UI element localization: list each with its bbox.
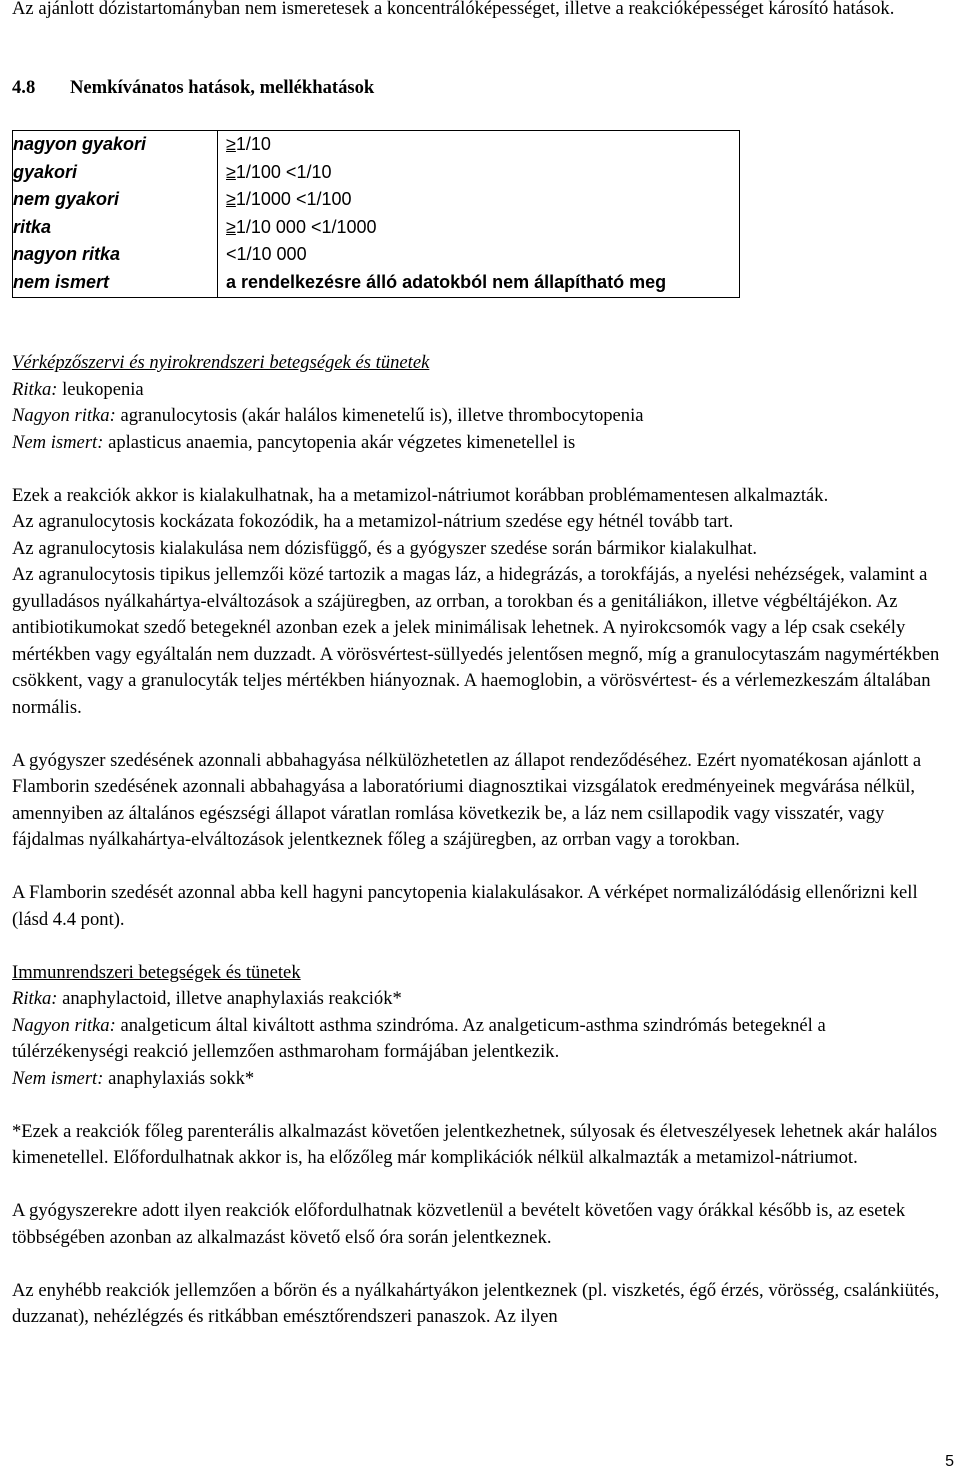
paragraph: A gyógyszerekre adott ilyen reakciók előfordulhatnak közvetlenül a bevételt követően vagy órákkal később is, az esetek többségében azonban az alkalmazást követő első óra során jelentkeznek. xyxy=(12,1200,906,1248)
frequency-label: nem ismert xyxy=(13,269,218,297)
frequency-value-text: 1/1000 <1/100 xyxy=(235,189,352,210)
paragraph: Ezek a reakciók akkor is kialakulhatnak, ha a metamizol-nátriumot korábban problémamentesen alkalmazták. xyxy=(12,484,829,506)
section-title: Nemkívánatos hatások, mellékhatások xyxy=(70,77,375,98)
section-number: 4.8 xyxy=(12,77,36,98)
paragraph: A gyógyszer szedésének azonnali abbahagyása nélkülözhetetlen az állapot rendeződéséhez. Ezért nyomatékosan ajánlott a Flamborin szedésének azonnali abbahagyása a laboratóriumi diagnosztikai vizsgálatok eredményeinek megvárása nélkül, amennyiben az általános egészségi állapot váratlan romlása következik be, a láz nem csillapodik vagy visszatér, vagy fájdalmas nyálkahártya-elváltozások jelentkeznek főleg a szájüregben, az orrban vagy a torokban. xyxy=(12,749,922,850)
frequency-row xyxy=(13,131,740,159)
frequency-value xyxy=(218,159,740,187)
frequency-label: gyakori xyxy=(13,159,218,187)
frequency-label: ritka xyxy=(13,214,218,242)
ge-symbol: ≥ xyxy=(226,134,236,154)
document-body xyxy=(12,350,942,1331)
frequency-row xyxy=(13,214,740,242)
frequency-value xyxy=(218,131,740,159)
immune-unknown: Nem ismert: anaphylaxiás sokk* xyxy=(12,1067,255,1089)
blood-rare: Ritka: leukopenia xyxy=(12,378,144,400)
paragraph: Az agranulocytosis kockázata fokozódik, ha a metamizol-nátrium szedése egy hétnél tovább tart. xyxy=(12,511,734,532)
frequency-label: nagyon ritka xyxy=(13,241,218,269)
section-heading xyxy=(12,77,374,99)
frequency-label: nagyon gyakori xyxy=(13,131,218,159)
ge-symbol: ≥ xyxy=(226,216,236,237)
frequency-value-text: 1/10 xyxy=(235,134,271,154)
immune-section-title: Immunrendszeri betegségek és tünetek xyxy=(12,961,301,983)
frequency-value-text: 1/10 000 <1/1000 xyxy=(235,216,377,237)
frequency-value xyxy=(218,214,740,242)
paragraph: Az agranulocytosis kialakulása nem dózisfüggő, és a gyógyszer szedése során bármikor kialakulhat. xyxy=(12,537,758,559)
paragraph: Az agranulocytosis tipikus jellemzői közé tartozik a magas láz, a hidegrázás, a torokfájás, a nyelési nehézségek, valamint a gyulladásos nyálkahártya-elváltozások a szájüregben, az orrban, a torokban és a genitáliákon, illetve végbéltájékon. Az antibiotikumokat szedő betegeknél azonban ezek a jelek minimálisak lehetnek. A nyirokcsomók vagy a lép csak csekély mértékben vagy egyáltalán nem duzzadt. A vörösvértest-süllyedés jelentősen megnő, míg a granulocytaszám nagymértékben csökkent, vagy a granulocyták teljes mértékben hiányoznak. A haemoglobin, a vörösvértest- és a vérlemezkeszám általában normális. xyxy=(12,564,940,718)
frequency-label: nem gyakori xyxy=(13,186,218,214)
frequency-value-text: a rendelkezésre álló adatokból nem állapítható meg xyxy=(226,271,667,292)
intro-paragraph: Az ajánlott dózistartományban nem ismeretesek a koncentrálóképességet, illetve a reakcióképességet károsító hatások. xyxy=(12,0,895,19)
paragraph: *Ezek a reakciók főleg parenterális alkalmazást követően jelentkezhetnek, súlyosak és életveszélyesek lehetnek akár halálos kimenetellel. Előfordulhatnak akkor is, ha előzőleg már komplikációk nélkül alkalmazták a metamizol-nátriumot. xyxy=(12,1120,938,1168)
frequency-row xyxy=(13,241,740,269)
page-number: 5 xyxy=(945,1453,954,1470)
blood-section-title: Vérképzőszervi és nyirokrendszeri betegségek és tünetek xyxy=(12,352,430,373)
frequency-value-text: <1/10 000 xyxy=(226,244,307,265)
frequency-row xyxy=(13,186,740,214)
ge-symbol: ≥ xyxy=(226,161,236,182)
frequency-value xyxy=(218,186,740,214)
paragraph: A Flamborin szedését azonnal abba kell hagyni pancytopenia kialakulásakor. A vérképet normalizálódásig ellenőrizni kell (lásd 4.4 pont). xyxy=(12,882,918,930)
ge-symbol: ≥ xyxy=(226,189,236,210)
frequency-value-text: 1/100 <1/10 xyxy=(235,161,332,182)
blood-unknown: Nem ismert: aplasticus anaemia, pancytopenia akár végzetes kimenetellel is xyxy=(12,431,576,453)
blood-very-rare: Nagyon ritka: agranulocytosis (akár halálos kimenetelű is), illetve thrombocytopenia xyxy=(12,405,644,426)
frequency-table xyxy=(12,130,740,298)
paragraph: Az enyhébb reakciók jellemzően a bőrön és a nyálkahártyákon jelentkeznek (pl. viszketés, égő érzés, vörösség, csalánkiütés, duzzanat), nehézlégzés és ritkábban emésztőrendszeri panaszok. Az ilyen xyxy=(12,1279,940,1327)
immune-very-rare: Nagyon ritka: analgeticum által kiváltott asthma szindróma. Az analgeticum-asthma szindrómás betegeknél a túlérzékenységi reakció jellemzően asthmaroham formájában jelentkezik. xyxy=(12,1014,826,1062)
frequency-value xyxy=(218,269,740,297)
frequency-row xyxy=(13,269,740,297)
frequency-value xyxy=(218,241,740,269)
immune-rare: Ritka: anaphylactoid, illetve anaphylaxiás reakciók* xyxy=(12,988,402,1009)
frequency-row xyxy=(13,159,740,187)
